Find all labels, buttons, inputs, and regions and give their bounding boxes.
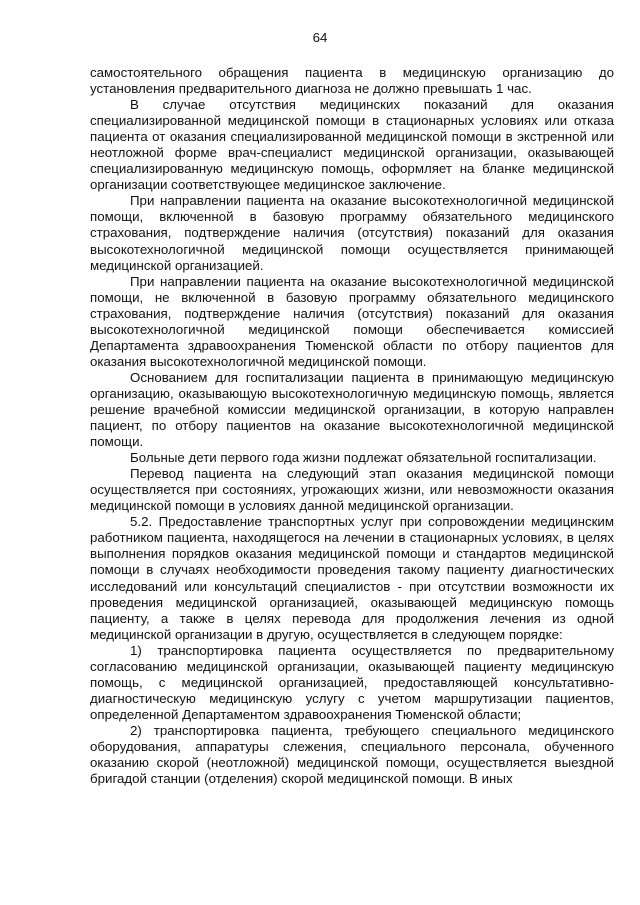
list-item: 2) транспортировка пациента, требующего специального медицинского оборудования, аппаратуры слежения, специального персонала, обученного оказанию скорой (неотложной) медицинской помощи, осуществляется выездной бригадой станции (отделения) скорой медицинской помощи. В иных xyxy=(90,722,614,787)
section-paragraph: 5.2. Предоставление транспортных услуг при сопровождении медицинским работником пациента, находящегося на лечении в стационарных условиях, в целях выполнения порядков оказания медицинской помощи и стандартов медицинской помощи в случаях необходимости проведения такому пациенту диагностических исследований или консультаций специалистов - при отсутствии возможности их проведения медицинской организацией, оказывающей медицинскую помощь пациенту, а также в целях перевода для продолжения лечения из одной медицинской организации в другую, осуществляется в следующем порядке: xyxy=(90,514,614,642)
paragraph: Больные дети первого года жизни подлежат обязательной госпитализации. xyxy=(130,450,597,466)
list-item: 1) транспортировка пациента осуществляется по предварительному согласованию медицинской организации, оказывающей пациенту медицинскую помощь, с медицинской организацией, предоставляющей консультативно-диагностическую медицинскую услугу с учетом маршрутизации пациентов, определенной Департаментом здравоохранения Тюменской области; xyxy=(90,642,614,722)
paragraph-continuation: самостоятельного обращения пациента в медицинскую организацию до установления предварительного диагноза не должно превышать 1 час. xyxy=(90,65,614,97)
page-number: 64 xyxy=(312,30,328,45)
document-body xyxy=(90,65,614,787)
paragraph: В случае отсутствия медицинских показаний для оказания специализированной медицинской помощи в стационарных условиях или отказа пациента от оказания специализированной медицинской помощи в экстренной или неотложной форме врач-специалист медицинской организации, оказывающей специализированную медицинскую помощь, оформляет на бланке медицинской организации соответствующее медицинское заключение. xyxy=(90,97,614,193)
paragraph: При направлении пациента на оказание высокотехнологичной медицинской помощи, включенной в базовую программу обязательного медицинского страхования, подтверждение наличия (отсутствия) показаний для оказания высокотехнологичной медицинской помощи осуществляется принимающей медицинской организацией. xyxy=(90,193,614,273)
paragraph: Основанием для госпитализации пациента в принимающую медицинскую организацию, оказывающую высокотехнологичную медицинскую помощь, является решение врачебной комиссии медицинской организации, в которую направлен пациент, по отбору пациентов на оказание высокотехнологичной медицинской помощи. xyxy=(90,369,614,450)
paragraph: Перевод пациента на следующий этап оказания медицинской помощи осуществляется при состояниях, угрожающих жизни, или невозможности оказания медицинской помощи в условиях данной медицинской организации. xyxy=(90,466,614,514)
paragraph: При направлении пациента на оказание высокотехнологичной медицинской помощи, не включенной в базовую программу обязательного медицинского страхования, подтверждение наличия (отсутствия) показаний для оказания высокотехнологичной медицинской помощи обеспечивается комиссией Департамента здравоохранения Тюменской области по отбору пациентов для оказания высокотехнологичной медицинской помощи. xyxy=(90,273,614,369)
